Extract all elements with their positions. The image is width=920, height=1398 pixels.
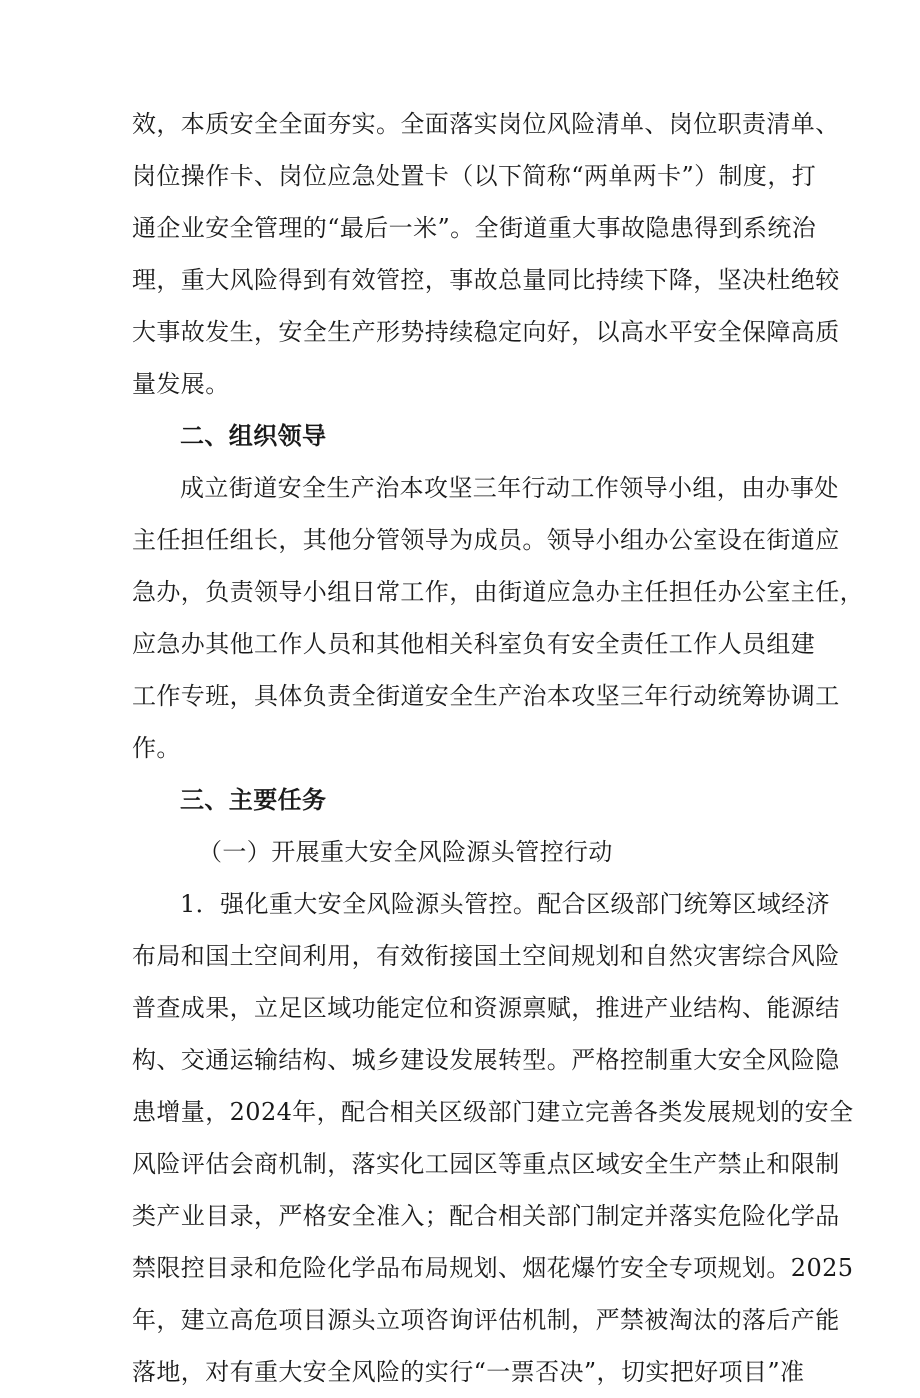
paragraph-first-line: 成立街道安全生产治本攻坚三年行动工作领导小组，由办事处 xyxy=(180,474,839,502)
body-text-line: 大事故发生，安全生产形势持续稳定向好，以高水平安全保障高质 xyxy=(132,318,840,346)
body-text-line: 普查成果，立足区域功能定位和资源禀赋，推进产业结构、能源结 xyxy=(132,994,840,1022)
body-text-line: 应急办其他工作人员和其他相关科室负有安全责任工作人员组建 xyxy=(132,630,816,658)
body-text-line: 年，建立高危项目源头立项咨询评估机制，严禁被淘汰的落后产能 xyxy=(132,1306,840,1334)
section-heading-main-tasks: 三、主要任务 xyxy=(180,786,327,814)
body-text-line: 理，重大风险得到有效管控，事故总量同比持续下降，坚决杜绝较 xyxy=(132,266,840,294)
body-text-line: 构、交通运输结构、城乡建设发展转型。严格控制重大安全风险隐 xyxy=(132,1046,840,1074)
body-text-line: 主任担任组长，其他分管领导为成员。领导小组办公室设在街道应 xyxy=(132,526,840,554)
body-text-line: 患增量，2024年，配合相关区级部门建立完善各类发展规划的安全 xyxy=(132,1098,854,1126)
body-text-line: 急办，负责领导小组日常工作，由街道应急办主任担任办公室主任， xyxy=(132,578,864,606)
paragraph-first-line: 1．强化重大安全风险源头管控。配合区级部门统筹区域经济 xyxy=(180,890,831,918)
body-text-line: 通企业安全管理的“最后一米”。全街道重大事故隐患得到系统治 xyxy=(132,214,817,242)
body-text-line: 作。 xyxy=(132,734,181,762)
body-text-line: 布局和国土空间利用，有效衔接国土空间规划和自然灾害综合风险 xyxy=(132,942,840,970)
body-text-line: 风险评估会商机制，落实化工园区等重点区域安全生产禁止和限制 xyxy=(132,1150,840,1178)
section-heading-organization: 二、组织领导 xyxy=(180,422,327,450)
body-text-line: 类产业目录，严格安全准入；配合相关部门制定并落实危险化学品 xyxy=(132,1202,840,1230)
body-text-line: 岗位操作卡、岗位应急处置卡（以下简称“两单两卡”）制度，打 xyxy=(132,162,817,190)
body-text-line: 禁限控目录和危险化学品布局规划、烟花爆竹安全专项规划。2025 xyxy=(132,1254,854,1282)
body-text-line: 工作专班，具体负责全街道安全生产治本攻坚三年行动统筹协调工 xyxy=(132,682,840,710)
body-text-line: 量发展。 xyxy=(132,370,230,398)
body-text-line: 效，本质安全全面夯实。全面落实岗位风险清单、岗位职责清单、 xyxy=(132,110,840,138)
subsection-heading: （一）开展重大安全风险源头管控行动 xyxy=(198,838,613,866)
body-text-line: 落地，对有重大安全风险的实行“一票否决”，切实把好项目”准 xyxy=(132,1358,805,1386)
